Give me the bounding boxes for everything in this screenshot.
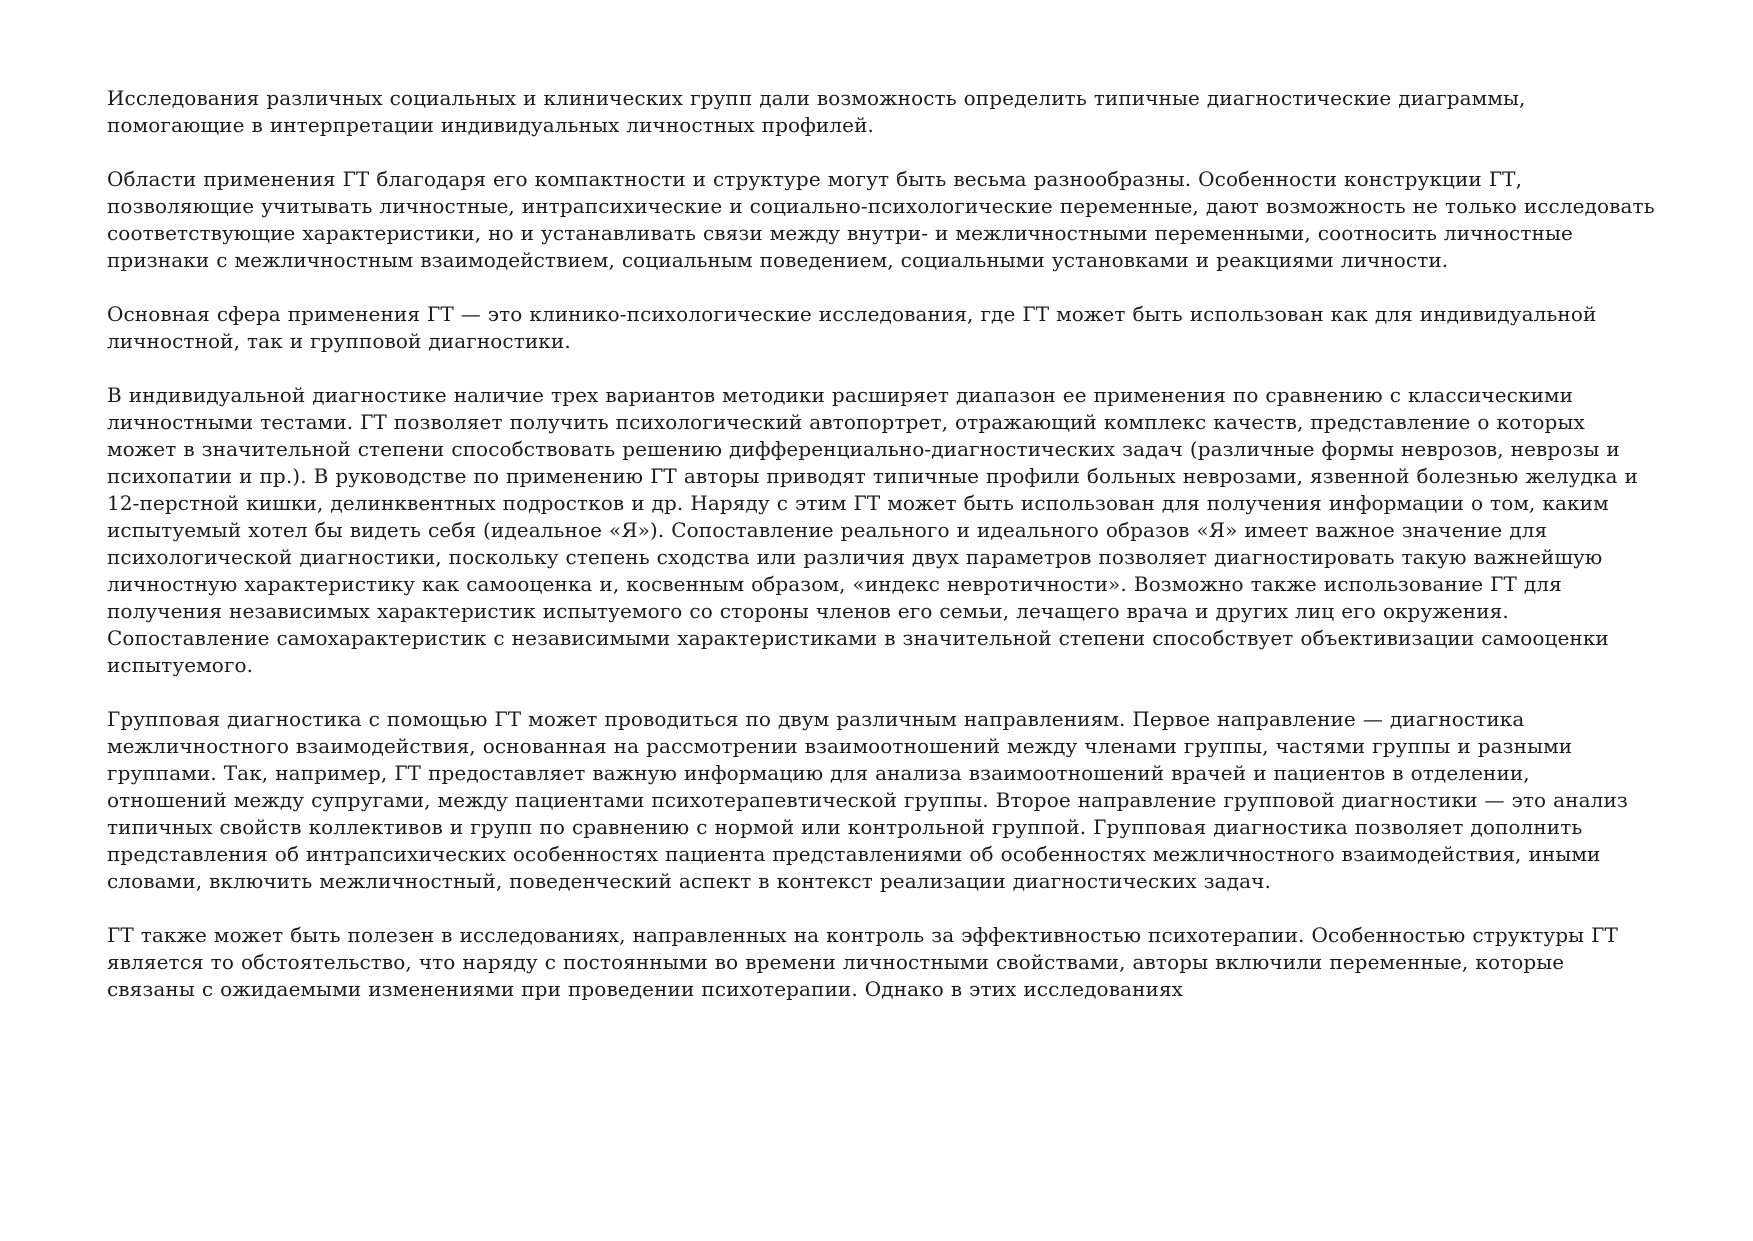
paragraph-4: В индивидуальной диагностике наличие трех вариантов методики расширяет диапазон ее применения по сравнению с классическими личностными тестами. ГТ позволяет получить психологический автопортрет, отражающий комплекс качеств, представление о которых может в значительной степени способствовать решению дифференциально-диагностических задач (различные формы неврозов, неврозы и психопатии и пр.). В руководстве по применению ГТ авторы приводят типичные профили больных неврозами, язвенной болезнью желудка и 12-перстной кишки, делинквентных подростков и др. Наряду с этим ГТ может быть использован для получения информации о том, каким испытуемый хотел бы видеть себя (идеальное «Я»). Сопоставление реального и идеального образов «Я» имеет важное значение для психологической диагностики, поскольку степень сходства или различия двух параметров позволяет диагностировать такую важнейшую личностную характеристику как самооценка и, косвенным образом, «индекс невротичности». Возможно также использование ГТ для получения независимых характеристик испытуемого со стороны членов его семьи, лечащего врача и других лиц его окружения. Сопоставление самохарактеристик с независимыми характеристиками в значительной степени способствует объективизации самооценки испытуемого. — [107, 383, 1638, 677]
paragraph-6: ГТ также может быть полезен в исследованиях, направленных на контроль за эффективностью психотерапии. Особенностью структуры ГТ является то обстоятельство, что наряду с постоянными во времени личностными свойствами, авторы включили переменные, которые связаны с ожидаемыми изменениями при проведении психотерапии. Однако в этих исследованиях — [107, 923, 1618, 1001]
paragraph-1: Исследования различных социальных и клинических групп дали возможность определить типичные диагностические диаграммы, помогающие в интерпретации индивидуальных личностных профилей. — [107, 86, 1526, 137]
paragraph-2: Области применения ГТ благодаря его компактности и структуре могут быть весьма разнообразны. Особенности конструкции ГТ, позволяющие учитывать личностные, интрапсихические и социально-психологические переменные, дают возможность не только исследовать соответствующие характеристики, но и устанавливать связи между внутри- и межличностными переменными, соотносить личностные признаки с межличностным взаимодействием, социальным поведением, социальными установками и реакциями личности. — [107, 167, 1655, 272]
paragraph-5: Групповая диагностика с помощью ГТ может проводиться по двум различным направлениям. Первое направление — диагностика межличностного взаимодействия, основанная на рассмотрении взаимоотношений между членами группы, частями группы и разными группами. Так, например, ГТ предоставляет важную информацию для анализа взаимоотношений врачей и пациентов в отделении, отношений между супругами, между пациентами психотерапевтической группы. Второе направление групповой диагностики — это анализ типичных свойств коллективов и групп по сравнению с нормой или контрольной группой. Групповая диагностика позволяет дополнить представления об интрапсихических особенностях пациента представлениями об особенностях межличностного взаимодействия, иными словами, включить межличностный, поведенческий аспект в контекст реализации диагностических задач. — [107, 707, 1628, 893]
paragraph-3: Основная сфера применения ГТ — это клинико-психологические исследования, где ГТ может быть использован как для индивидуальной личностной, так и групповой диагностики. — [107, 302, 1597, 353]
document-body — [107, 85, 1658, 1003]
